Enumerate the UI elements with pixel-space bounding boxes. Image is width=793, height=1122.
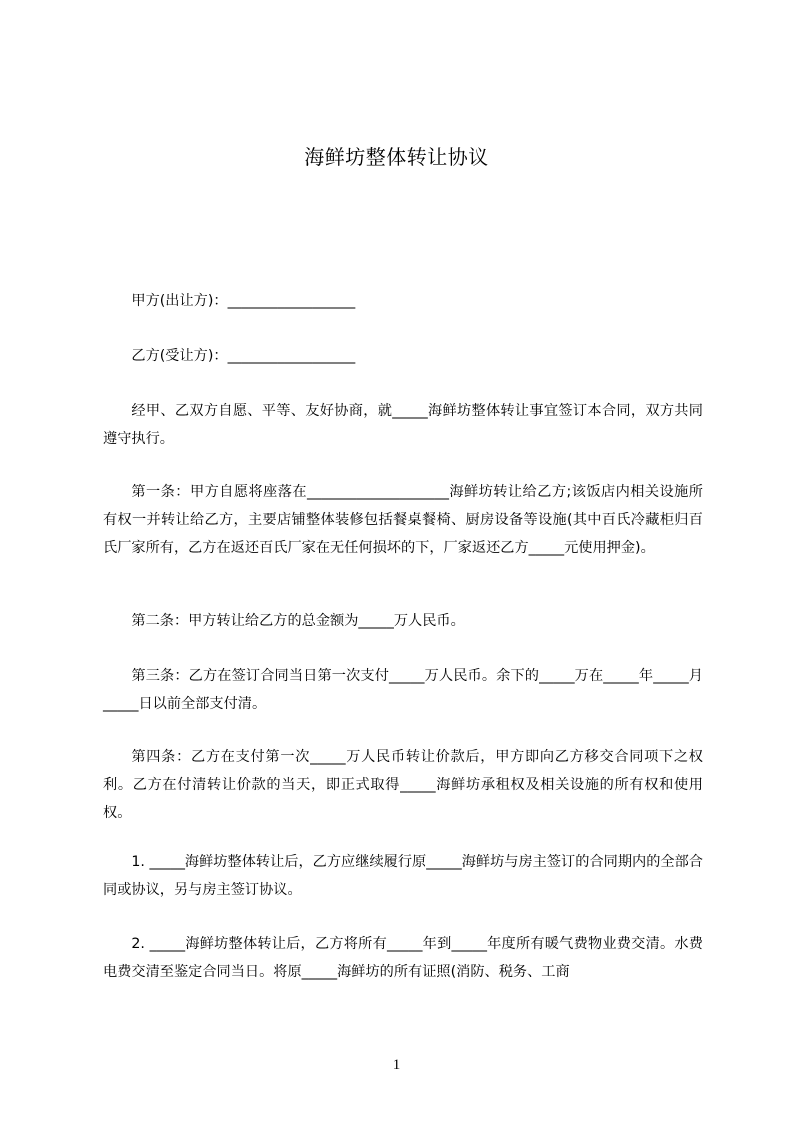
article-3-paragraph bbox=[103, 662, 703, 718]
article-3-text: 第三条：乙方在签订合同当日第一次支付_____万人民币。余下的_____万在_____年_____月_____日以前全部支付清。 bbox=[103, 668, 703, 712]
intro-text: 经甲、乙双方自愿、平等、友好协商，就_____海鲜坊整体转让事宜签订本合同，双方共同遵守执行。 bbox=[103, 403, 703, 447]
party-b-line bbox=[103, 342, 703, 370]
item-1-text: 1. _____海鲜坊整体转让后，乙方应继续履行原_____海鲜坊与房主签订的合同期内的全部合同或协议，另与房主签订协议。 bbox=[103, 854, 703, 898]
article-2-paragraph bbox=[103, 607, 703, 635]
page-number: 1 bbox=[392, 1057, 401, 1073]
item-2-paragraph bbox=[103, 930, 703, 986]
article-2-text: 第二条：甲方转让给乙方的总金额为_____万人民币。 bbox=[131, 613, 465, 629]
article-4-text: 第四条：乙方在支付第一次_____万人民币转让价款后，甲方即向乙方移交合同项下之权利。乙方在付清转让价款的当天，即正式取得_____海鲜坊承租权及相关设施的所有权和使用权。 bbox=[103, 749, 703, 821]
party-a-text: 甲方(出让方)：__________________ bbox=[131, 293, 356, 309]
document-title: 海鲜坊整体转让协议 bbox=[304, 145, 489, 169]
item-1-paragraph bbox=[103, 848, 703, 904]
article-1-paragraph bbox=[103, 478, 703, 562]
item-2-text: 2. _____海鲜坊整体转让后，乙方将所有_____年到_____年度所有暖气费物业费交清。水费电费交清至鉴定合同当日。将原_____海鲜坊的所有证照(消防、税务、工商 bbox=[103, 936, 703, 980]
article-1-text: 第一条：甲方自愿将座落在____________________海鲜坊转让给乙方;该饭店内相关设施所有权一并转让给乙方，主要店铺整体装修包括餐桌餐椅、厨房设备等设施(其中百氏冷藏柜归百氏厂家所有，乙方在返还百氏厂家在无任何损坏的下，厂家返还乙方_____元使用押金)。 bbox=[103, 484, 703, 556]
article-4-paragraph bbox=[103, 743, 703, 827]
party-a-line bbox=[103, 287, 703, 315]
party-b-text: 乙方(受让方)：__________________ bbox=[131, 348, 356, 364]
intro-paragraph bbox=[103, 397, 703, 453]
